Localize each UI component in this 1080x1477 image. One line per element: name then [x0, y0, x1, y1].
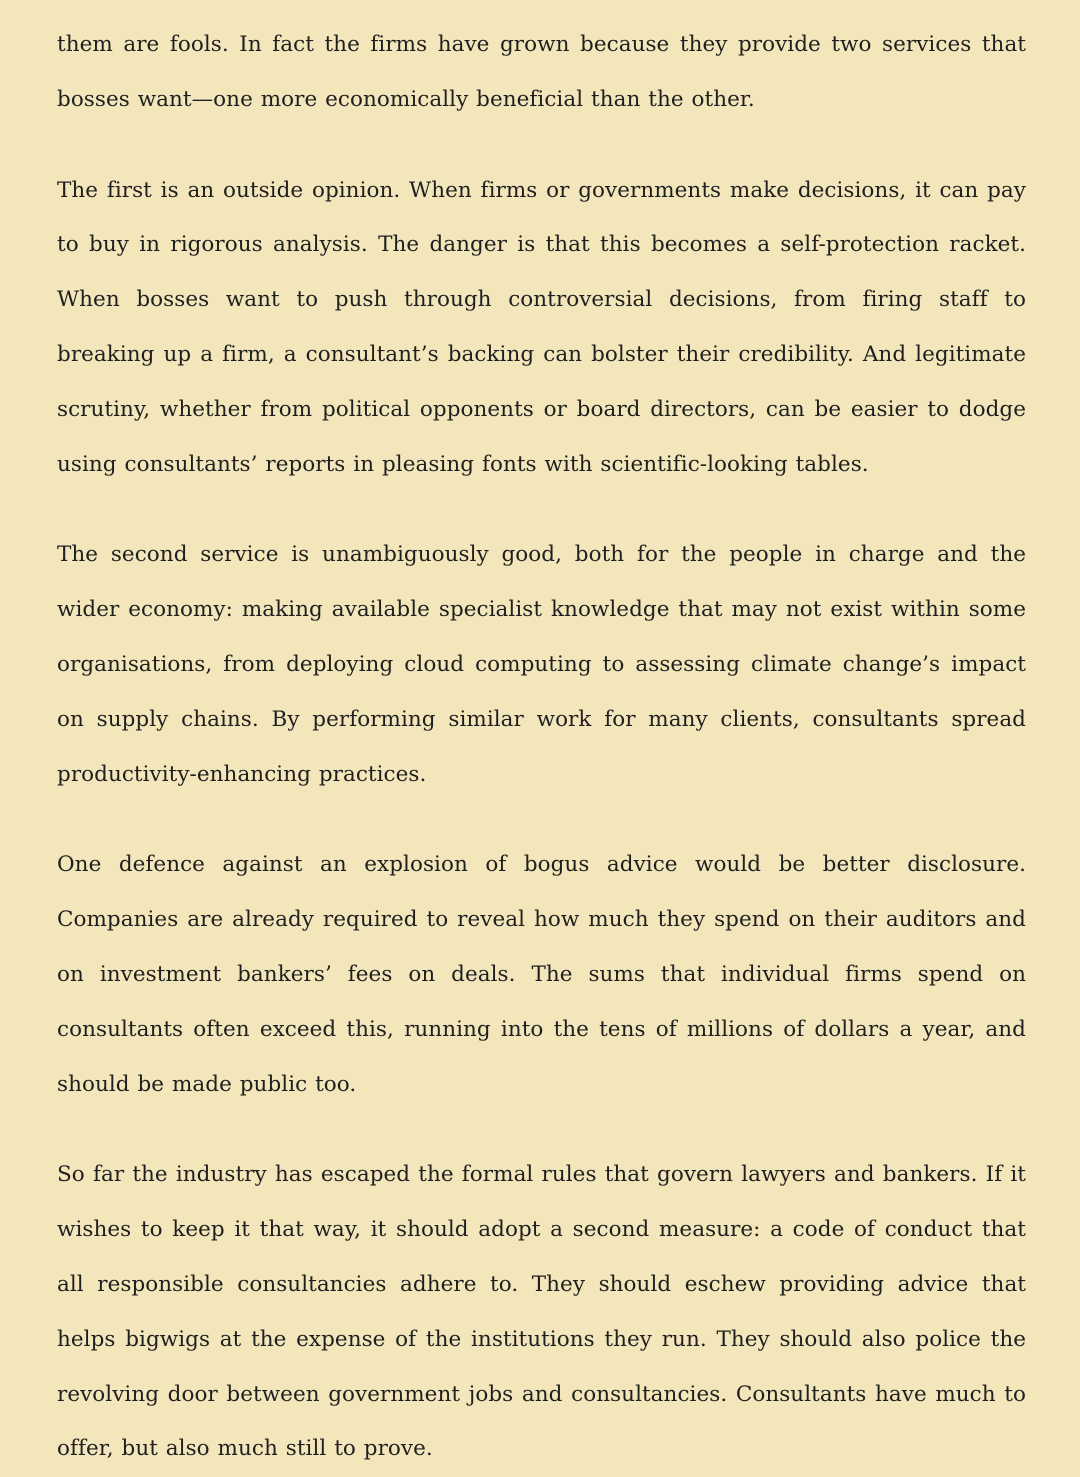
paragraph-1: them are fools. In fact the firms have grown because they provide two services that bosses want—one more economically beneficial than the other. [57, 32, 1026, 112]
paragraph-2: The first is an outside opinion. When firms or governments make decisions, it can pay to buy in rigorous analysis. The danger is that this becomes a self-protection racket. When bosses want to push through controversial decisions, from firing staff to breaking up a firm, a consultant’s backing can bolster their credibility. And legitimate scrutiny, whether from political opponents or board directors, can be easier to dodge using consultants’ reports in pleasing fonts with scientific-looking tables. [57, 177, 1026, 477]
paragraph-4: One defence against an explosion of bogus advice would be better disclosure. Companies are already required to reveal how much they spend on their auditors and on investment bankers’ fees on deals. The sums that individual firms spend on consultants often exceed this, running into the tens of millions of dollars a year, and should be made public too. [57, 852, 1026, 1097]
paragraph-3: The second service is unambiguously good, both for the people in charge and the wider economy: making available specialist knowledge that may not exist within some organisations, from deploying cloud computing to assessing climate change’s impact on supply chains. By performing similar work for many clients, consultants spread productivity-enhancing practices. [57, 542, 1026, 787]
paragraph-5: So far the industry has escaped the formal rules that govern lawyers and bankers. If it wishes to keep it that way, it should adopt a second measure: a code of conduct that all responsible consultancies adhere to. They should eschew providing advice that helps bigwigs at the expense of the institutions they run. They should also police the revolving door between government jobs and consultancies. Consultants have much to offer, but also much still to prove. [57, 1162, 1026, 1462]
